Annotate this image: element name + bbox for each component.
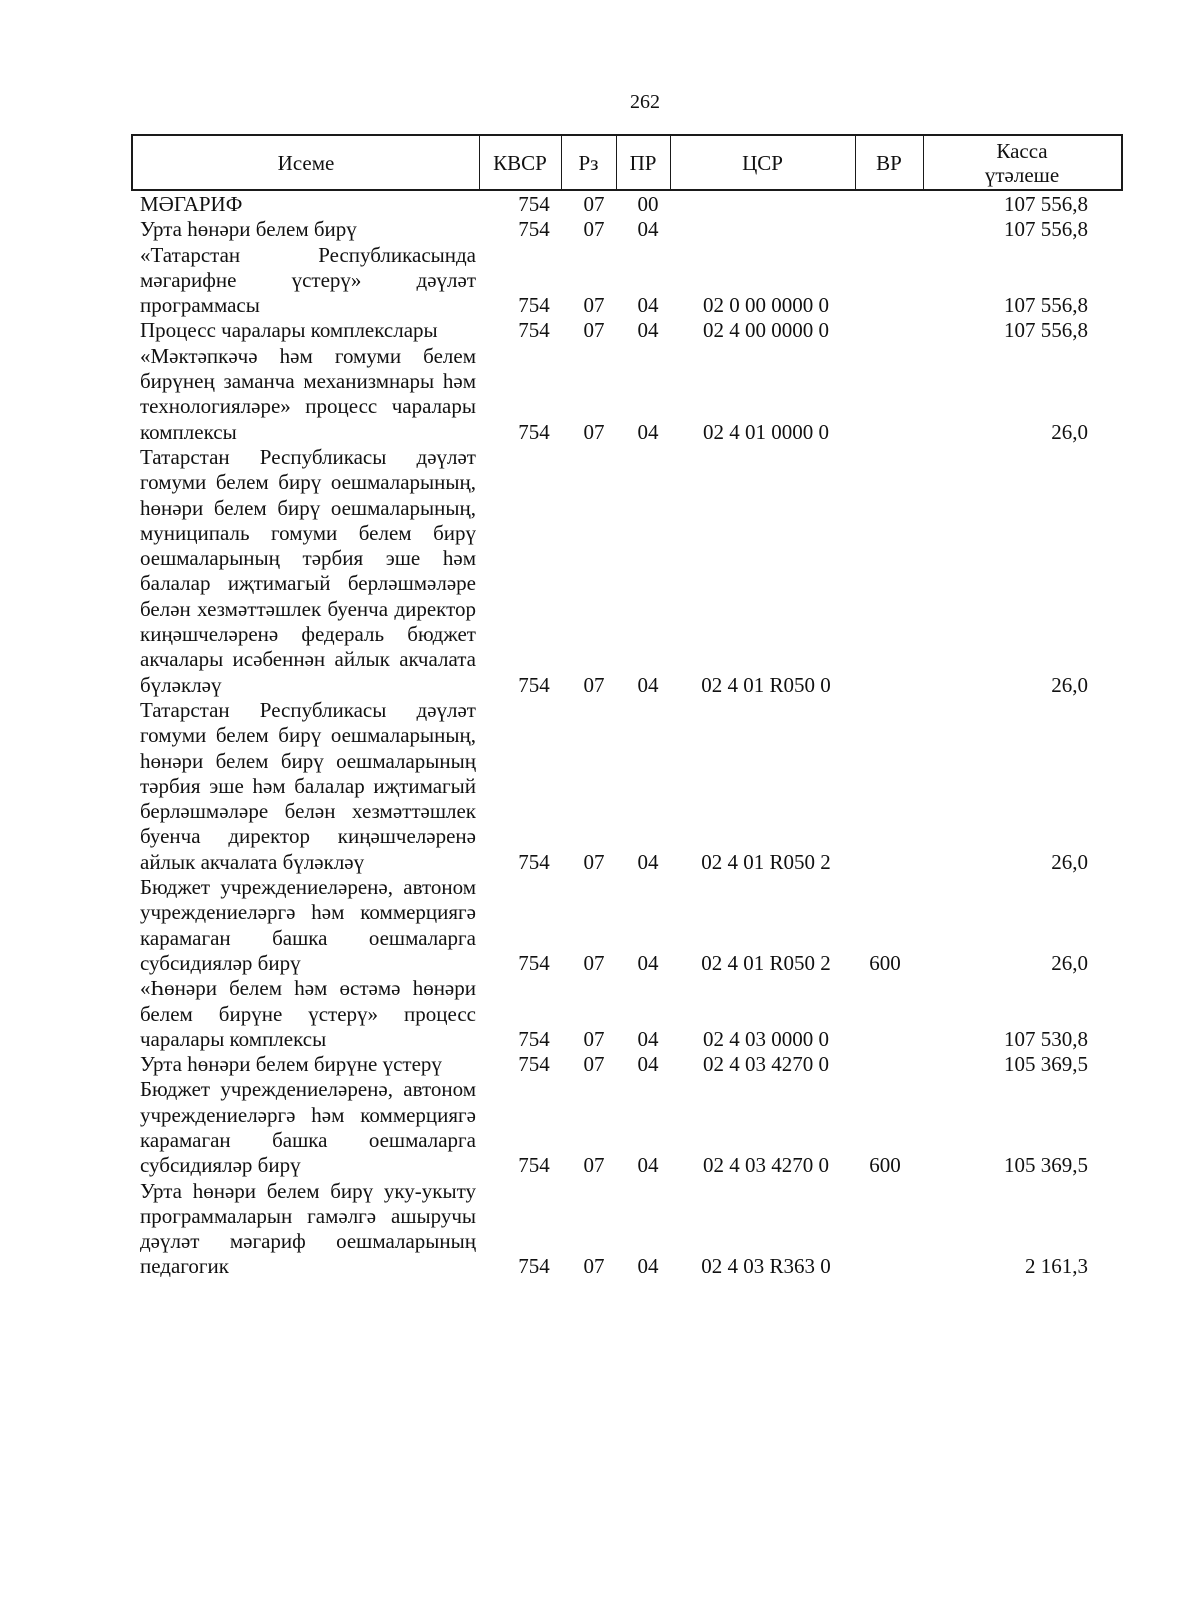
row-pr: 04: [637, 1026, 659, 1051]
row-kvsr: 754: [518, 672, 550, 697]
column-header-sum: Касса үтәлеше: [984, 138, 1060, 187]
row-csr: 02 4 03 4270 0: [703, 1052, 829, 1077]
row-pr: 04: [637, 217, 659, 242]
row-rz: 07: [583, 1153, 605, 1178]
table-row: [0, 243, 1200, 319]
row-rz: 07: [583, 849, 605, 874]
table-row: [0, 875, 1200, 976]
row-csr: 02 4 01 R050 2: [701, 849, 831, 874]
table-body: [0, 192, 1200, 1280]
row-pr: 04: [637, 849, 659, 874]
row-name: Бюджет учреждениеләренә, автоном учреждениеләргә һәм коммерциягә карамаган башка оешмаларга субсидияләр бирү: [140, 875, 476, 975]
row-csr: 02 4 03 0000 0: [703, 1026, 829, 1051]
table-row: [0, 1052, 1200, 1077]
column-header-pr: ПР: [629, 150, 657, 175]
row-kvsr: 754: [518, 217, 550, 242]
page-number: 262: [630, 91, 660, 113]
column-header-kvsr: КВСР: [493, 150, 547, 175]
row-kvsr: 754: [518, 1026, 550, 1051]
row-vr: 600: [869, 950, 901, 975]
column-header-csr: ЦСР: [742, 150, 783, 175]
row-name: Урта һөнәри белем бирүне үстерү: [140, 1052, 442, 1077]
row-sum: 107 556,8: [1004, 217, 1088, 242]
row-pr: 00: [637, 192, 659, 216]
row-rz: 07: [583, 1052, 605, 1077]
row-kvsr: 754: [518, 1254, 550, 1279]
row-vr: 600: [869, 1153, 901, 1178]
row-pr: 04: [637, 1254, 659, 1279]
row-kvsr: 754: [518, 318, 550, 343]
table-row: [0, 1077, 1200, 1178]
table-header: [131, 134, 1123, 191]
row-rz: 07: [583, 192, 605, 216]
row-sum: 105 369,5: [1004, 1052, 1088, 1077]
row-rz: 07: [583, 217, 605, 242]
row-sum: 107 530,8: [1004, 1026, 1088, 1051]
table-row: [0, 344, 1200, 445]
row-csr: 02 4 01 0000 0: [703, 419, 829, 444]
row-kvsr: 754: [518, 950, 550, 975]
row-sum: 26,0: [1051, 849, 1088, 874]
table-row: [0, 445, 1200, 698]
row-pr: 04: [637, 950, 659, 975]
row-csr: 02 4 03 R363 0: [701, 1254, 831, 1279]
row-csr: 02 0 00 0000 0: [703, 293, 829, 318]
row-name: Урта һөнәри белем бирү: [140, 217, 357, 242]
row-sum: 105 369,5: [1004, 1153, 1088, 1178]
row-sum: 107 556,8: [1004, 293, 1088, 318]
row-pr: 04: [637, 293, 659, 318]
column-header-rz: Рз: [578, 150, 599, 175]
row-csr: 02 4 01 R050 2: [701, 950, 831, 975]
row-pr: 04: [637, 1052, 659, 1077]
row-rz: 07: [583, 1254, 605, 1279]
row-name: Татарстан Республикасы дәүләт гомуми белем бирү оешмаларының, һөнәри белем бирү оешмаларының тәрбия эше һәм балалар иҗтимагый берләшмәләре белән хезмәттәшлек буенча директор киңәшчеләренә айлык акчалата бүләкләү: [140, 697, 476, 874]
row-name: Татарстан Республикасы дәүләт гомуми белем бирү оешмаларының, һөнәри белем бирү оешмаларының, муниципаль гомуми белем бирү оешмаларының тәрбия эше һәм балалар иҗтимагый берләшмәләре белән хезмәттәшлек буенча директор киңәшчеләренә федераль бюджет акчалары исәбеннән айлык акчалата бүләкләү: [140, 444, 476, 697]
row-name: МӘГАРИФ: [140, 192, 243, 216]
row-kvsr: 754: [518, 293, 550, 318]
row-name: Урта һөнәри белем бирү уку-укыту программаларын гамәлгә ашыручы дәүләт мәгариф оешмаларының педагогик: [140, 1178, 476, 1279]
row-rz: 07: [583, 419, 605, 444]
table-row: [0, 192, 1200, 217]
row-rz: 07: [583, 950, 605, 975]
row-pr: 04: [637, 419, 659, 444]
row-pr: 04: [637, 1153, 659, 1178]
row-name: «Татарстан Республикасында мәгарифне үстерү» дәүләт программасы: [140, 242, 476, 318]
row-name: Бюджет учреждениеләренә, автоном учреждениеләргә һәм коммерциягә карамаган башка оешмаларга субсидияләр бирү: [140, 1077, 476, 1178]
row-name: «Мәктәпкәчә һәм гомуми белем бирүнең заманча механизмнары һәм технологияләре» процесс чаралары комплексы: [140, 343, 476, 444]
row-kvsr: 754: [518, 849, 550, 874]
row-kvsr: 754: [518, 1052, 550, 1077]
column-header-vr: ВР: [876, 150, 902, 175]
row-pr: 04: [637, 672, 659, 697]
column-header-name: Исеме: [277, 150, 335, 175]
table-row: [0, 217, 1200, 242]
table-row: [0, 976, 1200, 1052]
row-csr: 02 4 03 4270 0: [703, 1153, 829, 1178]
row-rz: 07: [583, 1026, 605, 1051]
row-rz: 07: [583, 293, 605, 318]
row-sum: 26,0: [1051, 419, 1088, 444]
row-csr: 02 4 01 R050 0: [701, 672, 831, 697]
row-kvsr: 754: [518, 419, 550, 444]
row-sum: 26,0: [1051, 672, 1088, 697]
row-name: Процесс чаралары комплекслары: [140, 318, 438, 343]
table-row: [0, 1179, 1200, 1280]
row-pr: 04: [637, 318, 659, 343]
row-rz: 07: [583, 672, 605, 697]
row-sum: 2 161,3: [1025, 1254, 1088, 1279]
row-sum: 107 556,8: [1004, 318, 1088, 343]
row-csr: 02 4 00 0000 0: [703, 318, 829, 343]
row-sum: 26,0: [1051, 950, 1088, 975]
row-rz: 07: [583, 318, 605, 343]
row-name: «Һөнәри белем һәм өстәмә һөнәри белем бирүне үстерү» процесс чаралары комплексы: [140, 976, 476, 1051]
row-kvsr: 754: [518, 192, 550, 216]
row-sum: 107 556,8: [1004, 192, 1088, 216]
table-row: [0, 698, 1200, 875]
table-row: [0, 318, 1200, 343]
row-kvsr: 754: [518, 1153, 550, 1178]
